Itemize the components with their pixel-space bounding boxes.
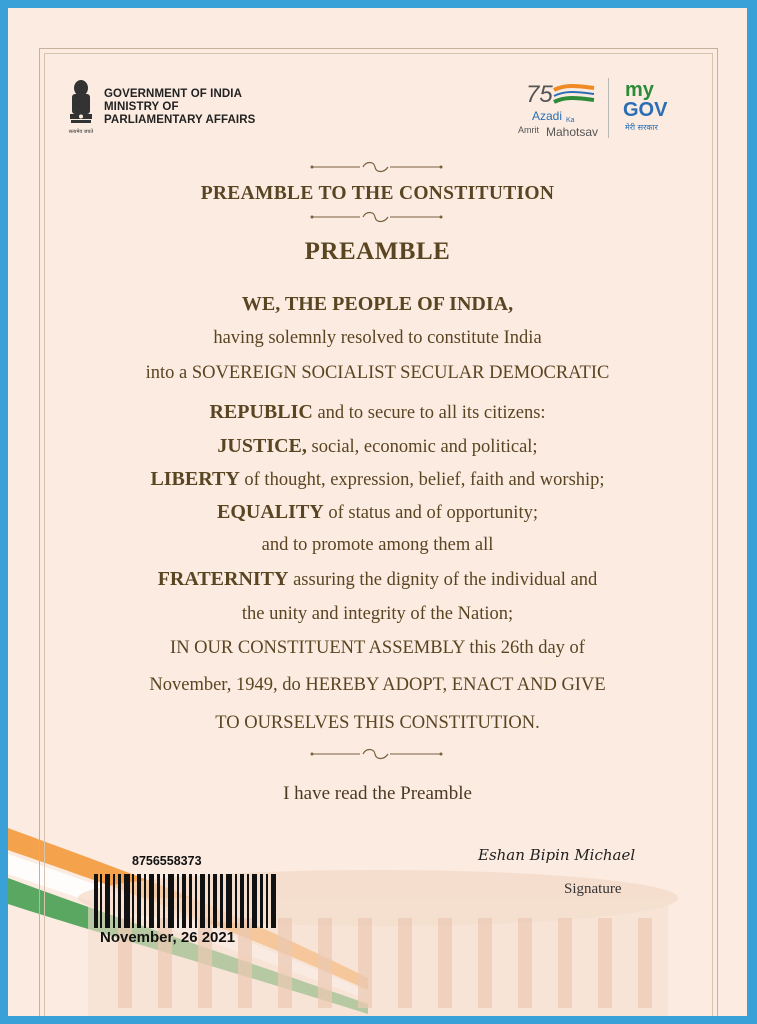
svg-text:Azadi: Azadi bbox=[532, 109, 563, 123]
partner-logos bbox=[516, 76, 679, 146]
middle-ornament-divider bbox=[8, 211, 747, 223]
title-preamble: PREAMBLE bbox=[304, 238, 451, 265]
logo-divider bbox=[608, 78, 609, 138]
certificate-page bbox=[8, 8, 747, 1016]
bottom-ornament-divider bbox=[8, 748, 747, 760]
national-emblem-icon bbox=[66, 78, 96, 136]
preamble-line-1: WE, THE PEOPLE OF INDIA, bbox=[241, 293, 514, 315]
gov-line-3: PARLIAMENTARY AFFAIRS bbox=[104, 114, 256, 126]
mygov-logo bbox=[619, 76, 679, 136]
phone-number: 8756558373 bbox=[132, 854, 202, 868]
preamble-line-11: IN OUR CONSTITUENT ASSEMBLY this 26th day of bbox=[170, 638, 585, 658]
svg-text:my: my bbox=[625, 79, 654, 101]
svg-text:Mahotsav: Mahotsav bbox=[546, 125, 599, 139]
gov-line-1: GOVERNMENT OF INDIA bbox=[104, 88, 242, 100]
preamble-line-2: having solemnly resolved to constitute India bbox=[213, 328, 542, 348]
svg-text:75: 75 bbox=[526, 81, 553, 108]
top-ornament-divider bbox=[8, 161, 747, 173]
svg-text:Ka: Ka bbox=[566, 117, 575, 124]
read-statement: I have read the Preamble bbox=[283, 783, 472, 804]
preamble-line-13: TO OURSELVES THIS CONSTITUTION. bbox=[215, 713, 540, 733]
barcode bbox=[94, 874, 278, 936]
preamble-line-7: EQUALITY of status and of opportunity; bbox=[217, 501, 538, 523]
azadi-ka-amrit-mahotsav-logo bbox=[516, 76, 600, 146]
preamble-line-12: November, 1949, do HEREBY ADOPT, ENACT AND GIVE bbox=[149, 675, 606, 695]
title-preamble-to-constitution: PREAMBLE TO THE CONSTITUTION bbox=[200, 183, 555, 204]
svg-text:GOV: GOV bbox=[623, 99, 668, 121]
preamble-line-6: LIBERTY of thought, expression, belief, faith and worship; bbox=[150, 468, 605, 490]
preamble-line-3: into a SOVEREIGN SOCIALIST SECULAR DEMOCRATIC bbox=[145, 363, 610, 383]
signature-name: Eshan Bipin Michael bbox=[478, 846, 636, 864]
gov-line-2: MINISTRY OF bbox=[104, 101, 179, 113]
certificate-date: November, 26 2021 bbox=[100, 929, 236, 946]
government-header bbox=[66, 78, 255, 136]
emblem-motto: सत्यमेव जयते bbox=[68, 129, 94, 135]
preamble-line-10: the unity and integrity of the Nation; bbox=[241, 604, 514, 624]
svg-text:Amrit: Amrit bbox=[518, 125, 539, 135]
preamble-line-4: REPUBLIC and to secure to all its citizens: bbox=[209, 401, 546, 423]
svg-text:मेरी सरकार: मेरी सरकार bbox=[625, 123, 658, 132]
signature-label: Signature bbox=[564, 881, 622, 897]
preamble-line-5: JUSTICE, social, economic and political; bbox=[217, 435, 538, 457]
preamble-line-8: and to promote among them all bbox=[261, 535, 494, 555]
preamble-line-9: FRATERNITY assuring the dignity of the individual and bbox=[157, 568, 598, 590]
